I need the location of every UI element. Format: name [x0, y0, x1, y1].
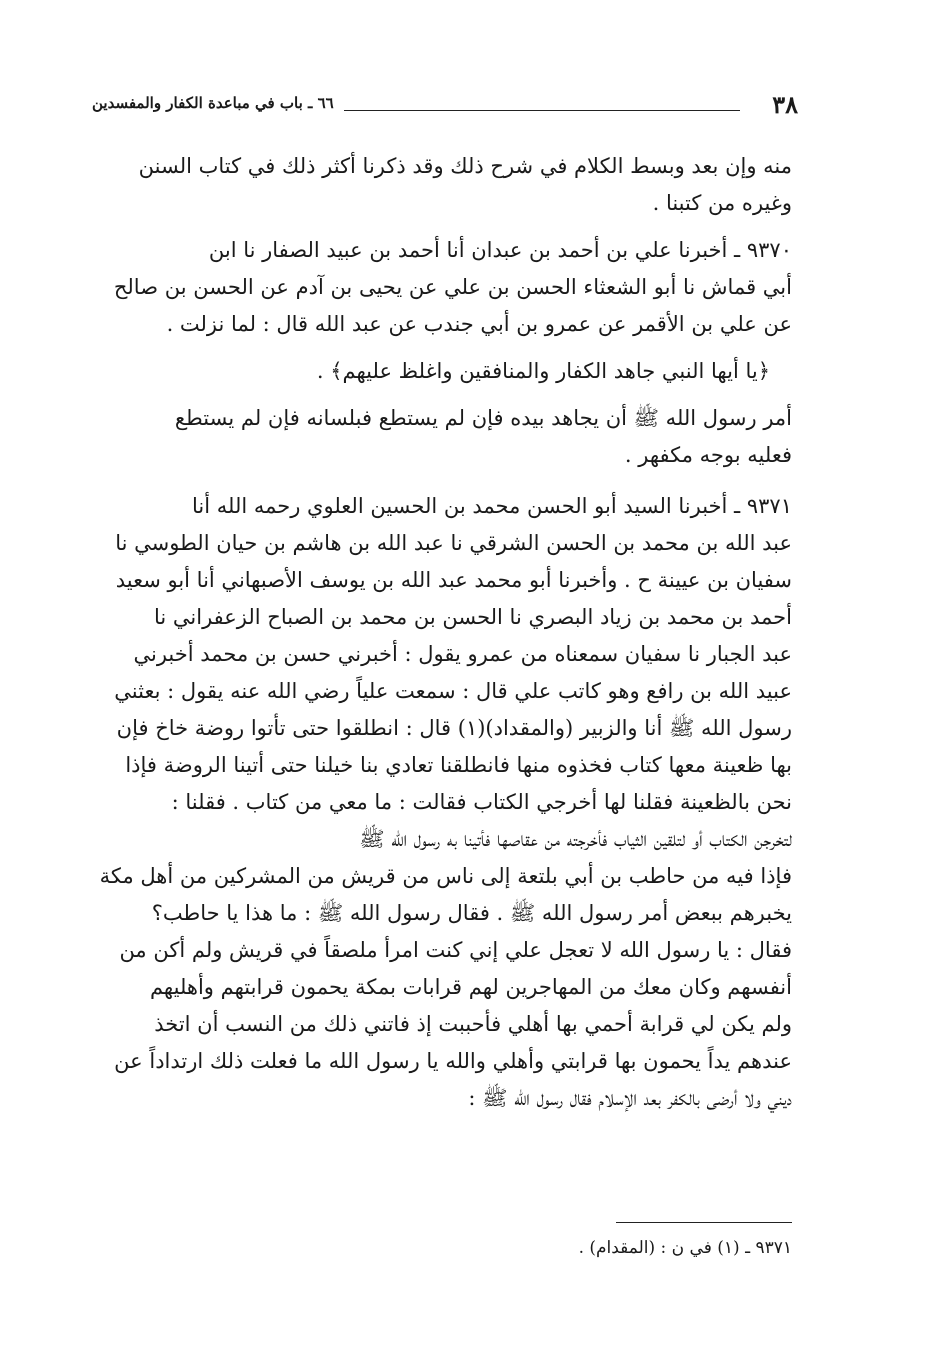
- text-line: أنفسهم وكان معك من المهاجرين لهم قرابات بمكة يحمون قرابتهم وأهليهم: [149, 975, 792, 999]
- text-line: منه وإن بعد وبسط الكلام في شرح ذلك وقد ذكرنا أكثر ذلك في كتاب السنن: [138, 154, 792, 178]
- text-line: ٩٣٧١ ـ أخبرنا السيد أبو الحسن محمد بن الحسين العلوي رحمه الله أنا: [191, 494, 792, 518]
- text-line: أبي قماش نا أبو الشعثاء الحسن بن علي عن يحيى بن آدم عن الحسن بن صالح: [113, 275, 792, 299]
- paragraph-hadith-9370: [92, 232, 792, 343]
- text-line: سفيان بن عيينة ح . وأخبرنا أبو محمد عبد الله بن يوسف الأصبهاني أنا أبو سعيد: [115, 568, 792, 592]
- paragraph-command: [92, 400, 792, 474]
- text-line: فإذا فيه من حاطب بن أبي بلتعة إلى ناس من قريش من المشركين من أهل مكة: [99, 864, 792, 888]
- text-line: وغيره من كتبنا .: [652, 191, 792, 215]
- text-line: فقال : يا رسول الله لا تعجل علي إني كنت امرأ ملصقاً في قريش ولم أكن من: [119, 938, 792, 962]
- text-line: عبد الله بن محمد بن الحسن الشرقي نا عبد الله بن هاشم بن حيان الطوسي نا: [115, 531, 792, 555]
- text-line: بها ظعينة معها كتاب فخذوه منها فانطلقنا تعادي بنا خيلنا حتى أتينا الروضة فإذا: [125, 753, 792, 777]
- chapter-title: ٦٦ ـ باب في مباعدة الكفار والمفسدين: [92, 94, 334, 112]
- text-line: ﴿يا أيها النبي جاهد الكفار والمنافقين واغلظ عليهم﴾ .: [316, 359, 770, 383]
- text-line: عبد الجبار نا سفيان سمعناه من عمرو يقول : أخبرني حسن بن محمد أخبرني: [133, 642, 792, 666]
- text-line: أحمد بن محمد بن زياد البصري نا الحسن بن محمد بن الصباح الزعفراني نا: [153, 605, 792, 629]
- text-line: عبيد الله بن رافع وهو كاتب علي قال : سمعت علياً رضي الله عنه يقول : بعثني: [114, 679, 792, 703]
- text-line: ٩٣٧٠ ـ أخبرنا علي بن أحمد بن عبدان أنا أحمد بن عبيد الصفار نا ابن: [208, 238, 792, 262]
- text-line: لتخرجن الكتاب أو لتلقين الثياب فأخرجته من عقاصها فأتينا به رسول الله ﷺ: [359, 827, 792, 851]
- text-line: عن علي بن الأقمر عن عمرو بن أبي جندب عن عبد الله قال : لما نزلت .: [166, 312, 792, 336]
- text-line: رسول الله ﷺ أنا والزبير (والمقداد)(١) قال : انطلقوا حتى تأتوا روضة خاخ فإن: [116, 716, 792, 740]
- text-line: ولم يكن لي قرابة أحمي بها أهلي فأحببت إذ فاتني ذلك من النسب أن اتخذ: [154, 1012, 792, 1036]
- footnote-rule: [616, 1222, 792, 1223]
- paragraph-continuation: [92, 148, 792, 222]
- page-number: ٣٨: [772, 90, 798, 119]
- running-header: [92, 86, 798, 126]
- text-line: ديني ولا أرضى بالكفر بعد الإسلام فقال رسول الله ﷺ :: [468, 1086, 792, 1110]
- text-line: عندهم يداً يحمون بها قرابتي وأهلي والله يا رسول الله ما فعلت ذلك ارتداداً عن: [114, 1049, 792, 1073]
- text-line: فعليه بوجه مكفهر .: [624, 443, 792, 467]
- footnote: ٩٣٧١ ـ (١) في ن : (المقدام) .: [578, 1238, 792, 1258]
- paragraph-hadith-9371: [92, 488, 792, 1117]
- text-line: نحن بالظعينة فقلنا لها أخرجي الكتاب فقالت : ما معي من كتاب . فقلنا :: [171, 790, 792, 814]
- quran-verse: [92, 353, 792, 390]
- main-text: [92, 148, 792, 1117]
- header-rule: [344, 110, 740, 111]
- text-line: أمر رسول الله ﷺ أن يجاهد بيده فإن لم يستطع فبلسانه فإن لم يستطع: [174, 406, 792, 430]
- text-line: يخبرهم ببعض أمر رسول الله ﷺ . فقال رسول الله ﷺ : ما هذا يا حاطب؟: [151, 901, 792, 925]
